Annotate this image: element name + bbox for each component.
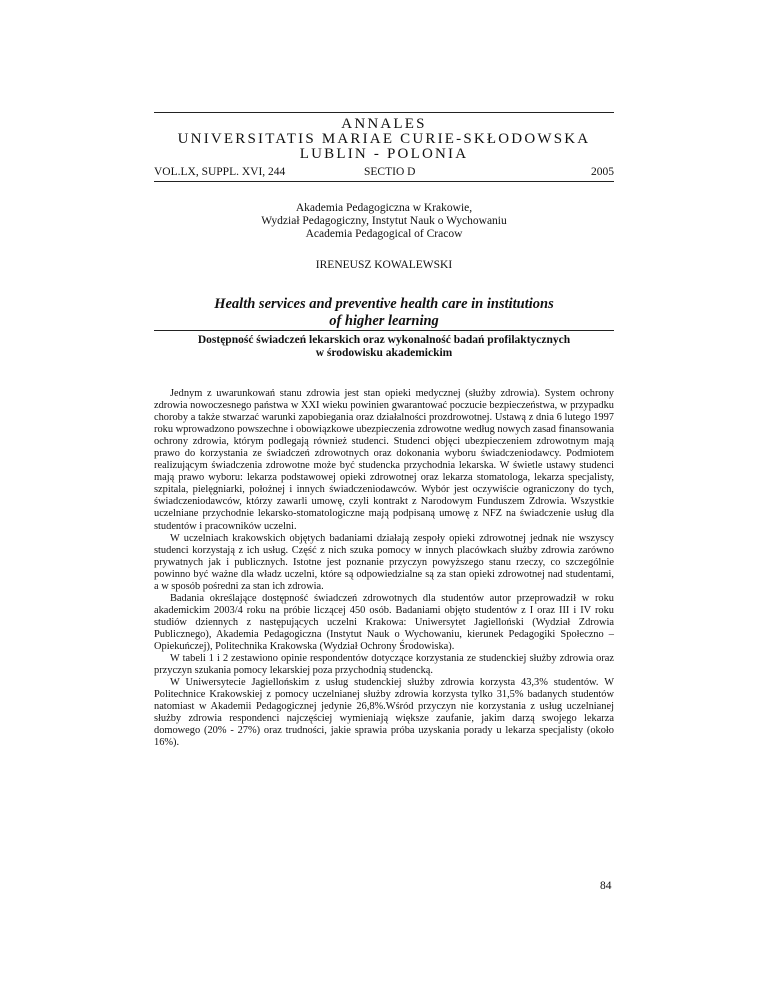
- title-line: Dostępność świadczeń lekarskich oraz wykonalność badań profilaktycznych: [197, 334, 571, 346]
- title-line: Health services and preventive health care in institutions: [214, 296, 554, 312]
- body-paragraph: W uczelniach krakowskich objętych badaniami działają zespoły opieki zdrowotnej jednak nie wszyscy studenci korzystają z ich usług. Część z nich szuka pomocy w innych placówkach służby zdrowia zarówno prywatnych jak i publicznych. Istotne jest poznanie przyczyn powyższego stanu rzeczy, co szczególnie powinno być ważne dla władz uczelni, które są odpowiedzialne są za stan opieki zdrowotnej nad studentami, a w sposób pośredni za stan ich zdrowia.: [154, 532, 614, 592]
- year-label: 2005: [591, 166, 614, 178]
- journal-title-university: UNIVERSITATIS MARIAE CURIE-SKŁODOWSKA: [177, 131, 591, 147]
- volume-info-row: [154, 166, 614, 179]
- volume-label: VOL.LX, SUPPL. XVI, 244: [154, 166, 286, 178]
- body-paragraph: W Uniwersytecie Jagiellońskim z usług studenckiej służby zdrowia korzysta 43,3% studentów. W Politechnice Krakowskiej z pomocy uczelnianej służby zdrowia korzysta tylko 31,5% badanych studentów natomiast w Akademii Pedagogicznej jedynie 26,8%.Wśród przyczyn nie korzystania z usług uczelnianej służby zdrowia respondenci najczęściej wymieniają większe zaufanie, jakim darzą swojego lekarza domowego (20% - 27%) oraz trudności, jakie sprawia próba uzyskania porady u lekarza specjalisty (około 16%).: [154, 677, 614, 749]
- affiliation: [154, 202, 614, 241]
- affiliation-line: Academia Pedagogical of Cracow: [305, 228, 463, 240]
- affiliation-line: Akademia Pedagogiczna w Krakowie,: [295, 202, 473, 214]
- body-paragraph: W tabeli 1 i 2 zestawiono opinie respondentów dotyczące korzystania ze studenckiej służby zdrowia oraz przyczyn szukania pomocy lekarskiej poza przychodnią studencką.: [154, 653, 614, 677]
- article-title-polish: [154, 334, 614, 360]
- title-line: w środowisku akademickim: [315, 347, 453, 359]
- page-number: 84: [600, 880, 612, 892]
- author-name: IRENEUSZ KOWALEWSKI: [315, 259, 453, 271]
- article-page: [154, 112, 614, 749]
- title-line: of higher learning: [329, 313, 439, 329]
- article-title-english: [154, 296, 614, 330]
- journal-title-city: LUBLIN - POLONIA: [299, 146, 469, 162]
- body-paragraph: Badania określające dostępność świadczeń zdrowotnych dla studentów autor przeprowadził w roku akademickim 2003/4 roku na próbie liczącej 450 osób. Badaniami objęto studentów z I oraz III i IV roku studiów dziennych z następujących uczelni Krakowa: Uniwersytet Jagielloński (Wydział Zdrowia Publicznego), Akademia Pedagogiczna (Instytut Nauk o Wychowaniu, kierunek Pedagogiki Społeczno – Opiekuńczej), Politechnika Krakowska (Wydział Ochrony Środowiska).: [154, 592, 614, 652]
- article-body: [154, 388, 614, 749]
- body-paragraph: Jednym z uwarunkowań stanu zdrowia jest stan opieki medycznej (służby zdrowia). System ochrony zdrowia nowoczesnego państwa w XXI wieku powinien gwarantować poczucie bezpieczeństwa, w przypadku choroby a także stwarzać warunki zapobiegania oraz działalności prozdrowotnej. Ustawą z dnia 6 lutego 1997 roku wprowadzono powszechne i obowiązkowe ubezpieczenia zdrowotne według nowych zasad finansowania ochrony zdrowia, którym podlegają również studenci. Studenci objęci ubezpieczeniem zdrowotnym mają prawo do korzystania ze świadczeń zdrowotnych oraz dokonania wyboru świadczeniodawcy. Podmiotem realizującym świadczenia zdrowotne może być studencka przychodnia lekarska. W świetle ustawy studenci mają prawo wyboru: lekarza podstawowej opieki zdrowotnej oraz lekarza stomatologa, lekarza specjalisty, szpitala, pielęgniarki, położnej i innych świadczeniodawców. Wybór jest oczywiście ograniczony do tych, świadczeniodawców, którzy zawarli umowę, czyli kontrakt z Narodowym Funduszem Zdrowia. Wszystkie uczelniane przychodnie lekarsko-stomatologiczne mają podpisaną umowę z NFZ na świadczenie usług dla studentów i pracowników uczelni.: [154, 388, 614, 532]
- title-rule: [154, 330, 614, 331]
- header-top-rule: [154, 112, 614, 113]
- journal-title-annales: ANNALES: [341, 116, 427, 132]
- header-bottom-rule: [154, 181, 614, 182]
- affiliation-line: Wydział Pedagogiczny, Instytut Nauk o Wychowaniu: [261, 215, 507, 227]
- sectio-label: SECTIO D: [364, 166, 416, 178]
